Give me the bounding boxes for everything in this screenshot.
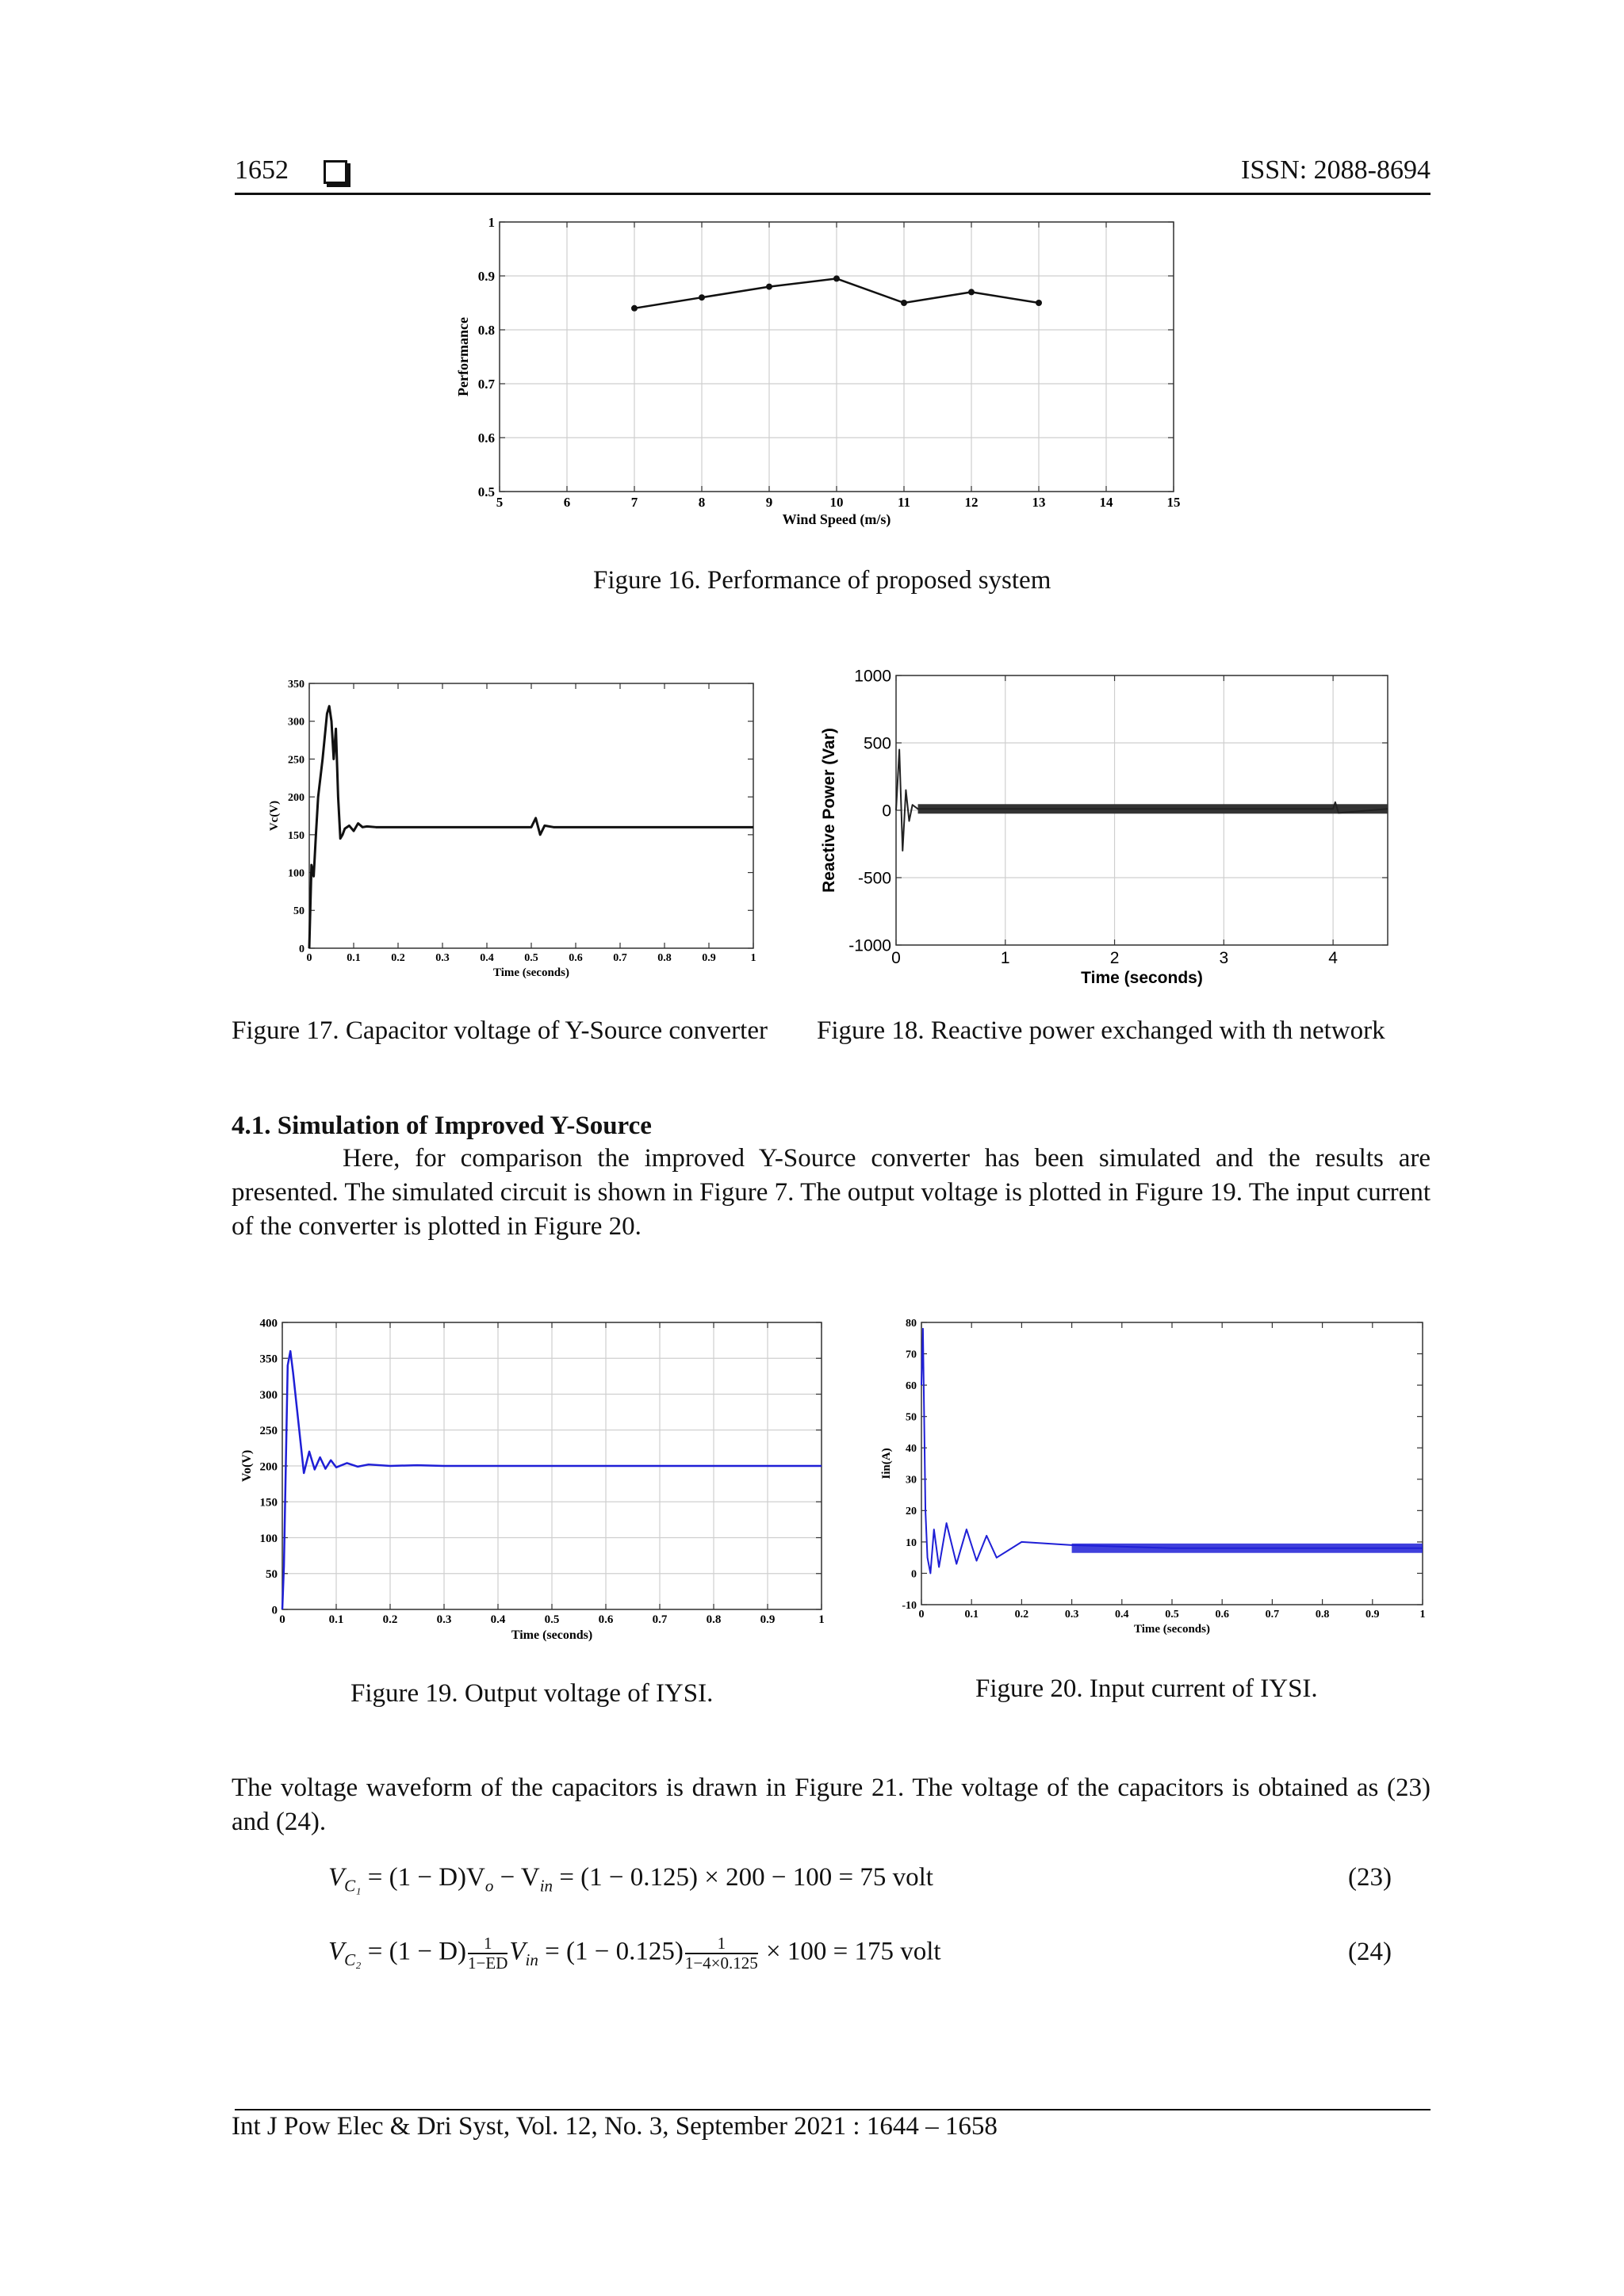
y-tick-label: -1000	[848, 936, 891, 955]
x-tick-label: 0.9	[1365, 1609, 1380, 1621]
x-tick-label: 12	[964, 495, 979, 510]
x-tick-label: 0	[891, 949, 901, 967]
y-tick-label: 40	[906, 1443, 917, 1456]
equation-24-number: (24)	[1348, 1938, 1392, 1966]
x-tick-label: 11	[897, 495, 911, 510]
x-tick-label: 8	[698, 495, 706, 510]
issn: ISSN: 2088-8694	[1241, 155, 1431, 185]
x-tick-label: 0.5	[524, 952, 538, 964]
figure-19-chart	[235, 1313, 845, 1654]
y-tick-label: 0.8	[477, 322, 495, 338]
x-tick-label: 1	[1000, 949, 1010, 967]
y-tick-label: 200	[259, 1460, 278, 1474]
plot-frame	[309, 683, 753, 948]
x-tick-label: 1	[1419, 1609, 1426, 1621]
footer-rule	[235, 2109, 1431, 2110]
y-tick-label: 400	[259, 1317, 278, 1330]
x-tick-label: 0	[279, 1613, 285, 1626]
y-tick-label: 500	[863, 734, 891, 753]
y-tick-label: 60	[906, 1380, 917, 1393]
y-tick-label: 50	[906, 1411, 917, 1424]
x-tick-label: 0.5	[544, 1613, 560, 1626]
x-axis-label: Time (seconds)	[493, 966, 569, 979]
y-tick-label: 100	[259, 1532, 278, 1545]
x-tick-label: 13	[1032, 495, 1046, 510]
y-tick-label: 0	[882, 802, 891, 821]
y-tick-label: 300	[288, 716, 304, 729]
y-tick-label: 150	[259, 1496, 278, 1510]
x-tick-label: 0.3	[1064, 1609, 1079, 1621]
y-axis-label: Vo(V)	[240, 1449, 254, 1483]
equation-23: $V_{C_1} = (1 - D)V_o - V_{in} = (1 - 0.125) \times 200 - 100 = 75$ volt	[328, 1863, 933, 1896]
y-tick-label: 1000	[854, 667, 891, 686]
x-tick-label: 0.1	[347, 952, 361, 964]
y-tick-label: 20	[906, 1506, 917, 1518]
figure-20-chart	[880, 1311, 1435, 1644]
x-tick-label: 3	[1219, 949, 1229, 967]
series-line	[896, 750, 1388, 851]
section-paragraph-1: Here, for comparison the improved Y-Source converter has been simulated and the results are presented. The simulated circuit is shown in Figure 7. The output voltage is plotted in Figure 19. The input current of the converter is plotted in Figure 20.	[232, 1144, 1431, 1241]
y-tick-label: 200	[288, 792, 304, 805]
x-tick-label: 4	[1328, 949, 1338, 967]
x-tick-label: 0.4	[1115, 1609, 1129, 1621]
y-tick-label: 300	[259, 1388, 278, 1402]
y-tick-label: 0.9	[477, 268, 495, 284]
y-tick-label: 10	[906, 1536, 917, 1549]
x-tick-label: 6	[563, 495, 571, 510]
x-tick-label: 0.3	[436, 1613, 452, 1626]
y-axis-label: Reactive Power (Var)	[820, 728, 838, 893]
y-tick-label: 350	[259, 1353, 278, 1366]
x-tick-label: 0.2	[382, 1613, 398, 1626]
data-point	[901, 300, 907, 306]
y-tick-label: 250	[259, 1425, 278, 1437]
x-tick-label: 0.2	[1014, 1609, 1029, 1621]
x-tick-label: 1	[818, 1613, 825, 1626]
data-point	[766, 284, 772, 290]
x-tick-label: 0.7	[1265, 1609, 1280, 1621]
header-box-icon	[324, 160, 347, 184]
y-tick-label: 0.6	[477, 430, 495, 446]
figure-17-chart	[262, 671, 769, 988]
x-tick-label: 0.6	[1215, 1609, 1229, 1621]
y-tick-label: -10	[902, 1599, 917, 1612]
figure-16-caption: Figure 16. Performance of proposed system	[593, 566, 1051, 595]
x-tick-label: 0.5	[1165, 1609, 1179, 1621]
data-point	[833, 275, 840, 281]
x-tick-label: 2	[1109, 949, 1120, 967]
section-heading: 4.1. Simulation of Improved Y-Source	[232, 1112, 652, 1140]
x-tick-label: 0.9	[702, 952, 716, 964]
x-tick-label: 0.7	[652, 1613, 668, 1626]
equation-23-number: (23)	[1348, 1863, 1392, 1892]
figure-18-caption: Figure 18. Reactive power exchanged with th network	[817, 1016, 1385, 1045]
y-tick-label: 0	[271, 1604, 278, 1617]
y-tick-label: 0	[299, 943, 304, 955]
series-line	[309, 706, 753, 948]
x-axis-label: Wind Speed (m/s)	[782, 511, 891, 527]
series-line	[921, 1329, 1423, 1574]
section-paragraph-2: The voltage waveform of the capacitors is drawn in Figure 21. The voltage of the capacitors is obtained as (23) and (24).	[232, 1774, 1431, 1836]
x-tick-label: 14	[1099, 495, 1113, 510]
x-tick-label: 0.6	[598, 1613, 614, 1626]
x-tick-label: 0.4	[490, 1613, 506, 1626]
x-tick-label: 0	[918, 1609, 925, 1621]
y-tick-label: 80	[906, 1317, 917, 1330]
x-tick-label: 10	[829, 495, 844, 510]
x-axis-label: Time (seconds)	[1081, 969, 1203, 987]
y-tick-label: 350	[288, 678, 304, 691]
data-point	[1036, 300, 1042, 306]
y-tick-label: 30	[906, 1474, 917, 1487]
y-axis-label: Iin(A)	[880, 1448, 893, 1479]
footer-journal: Int J Pow Elec & Dri Syst, Vol. 12, No. 3, September 2021 : 1644 – 1658	[232, 2112, 998, 2141]
plot-frame	[921, 1322, 1423, 1605]
x-tick-label: 0.2	[391, 952, 405, 964]
page-number: 1652	[235, 155, 289, 185]
x-tick-label: 0.9	[760, 1613, 776, 1626]
y-tick-label: 1	[488, 214, 495, 230]
y-tick-label: 150	[288, 829, 304, 842]
y-axis-label: Vc(V)	[268, 800, 281, 832]
figure-20-caption: Figure 20. Input current of IYSI.	[975, 1674, 1318, 1703]
header-rule	[235, 193, 1431, 195]
x-tick-label: 7	[630, 495, 638, 510]
x-axis-label: Time (seconds)	[511, 1628, 593, 1642]
x-tick-label: 0.1	[964, 1609, 979, 1621]
y-tick-label: 0	[911, 1568, 917, 1581]
y-tick-label: 0.5	[477, 484, 495, 499]
x-tick-label: 0.1	[328, 1613, 344, 1626]
figure-19-caption: Figure 19. Output voltage of IYSI.	[350, 1679, 714, 1708]
y-tick-label: 50	[266, 1568, 278, 1581]
figure-16-chart	[444, 206, 1205, 539]
x-tick-label: 0	[306, 952, 312, 964]
equation-24: $V_{C_2} = (1 - D)$ $\frac{1}{1-ED}$ $V_{in} = (1 - 0.125)$ $\frac{1}{1-4\times 0.125}$ × 100 = 175 volt	[328, 1934, 941, 1973]
x-tick-label: 9	[765, 495, 773, 510]
x-tick-label: 0.7	[613, 952, 627, 964]
x-tick-label: 0.6	[569, 952, 583, 964]
x-tick-label: 1	[750, 952, 756, 964]
y-tick-label: 100	[288, 867, 304, 880]
x-tick-label: 0.8	[1315, 1609, 1330, 1621]
x-tick-label: 0.8	[706, 1613, 722, 1626]
y-tick-label: 0.7	[477, 376, 495, 392]
x-tick-label: 5	[496, 495, 504, 510]
x-tick-label: 0.4	[480, 952, 494, 964]
figure-18-chart	[809, 658, 1411, 991]
figure-17-caption: Figure 17. Capacitor voltage of Y-Source converter	[232, 1016, 768, 1045]
data-point	[699, 294, 705, 300]
y-tick-label: -500	[857, 869, 891, 888]
x-tick-label: 0.3	[435, 952, 450, 964]
data-point	[631, 305, 638, 312]
x-axis-label: Time (seconds)	[1134, 1623, 1210, 1636]
data-point	[968, 289, 975, 295]
y-tick-label: 250	[288, 754, 304, 767]
y-tick-label: 50	[293, 905, 304, 918]
x-tick-label: 0.8	[657, 952, 672, 964]
y-axis-label: Performance	[455, 317, 471, 396]
y-tick-label: 70	[906, 1349, 917, 1361]
x-tick-label: 15	[1166, 495, 1181, 510]
